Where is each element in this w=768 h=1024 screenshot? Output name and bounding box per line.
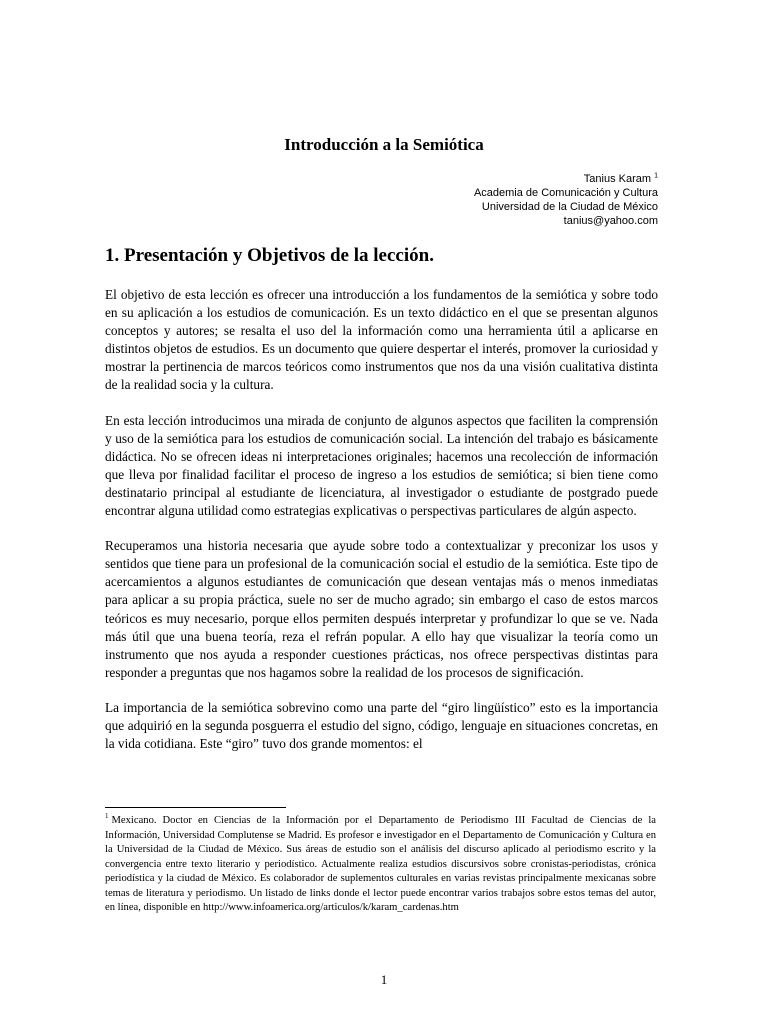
paragraph: Recuperamos una historia necesaria que ayude sobre todo a contextualizar y preconizar los usos y sentidos que tiene para un profesional de la comunicación social el estudio de la semiótica. Este tipo de acercamientos a algunos estudiantes de comunicación que desean ventajas más o menos inmediatas para aplicar a su propia práctica, suele no ser de mucho agrado; sin embargo el caso de estos marcos teóricos es muy necesario, porque ellos permiten después interpretar y profundizar lo que se ve. Nada más útil que una buena teoría, reza el refrán popular. A ello hay que visualizar la teoría como un instrumento que nos ayuda a responder cuestiones prácticas, nos ofrece perspectivas distintas para responder a preguntas que nos hagamos sobre la realidad de los procesos de significación. — [105, 538, 658, 680]
paragraph: La importancia de la semiótica sobrevino como una parte del “giro lingüístico” esto es la importancia que adquirió en la segunda posguerra el estudio del signo, código, lenguaje en situaciones concretas, en la vida cotidiana. Este “giro” tuvo dos grande momentos: el — [105, 699, 658, 752]
footnote-text: Mexicano. Doctor en Ciencias de la Información por el Departamento de Periodismo III Facultad de Ciencias de la Información, Universidad Complutense se Madrid. Es profesor e investigador en el Departamento de Comunicación y Cultura en la Universidad de la Ciudad de México. Sus áreas de estudio son el análisis del discurso aplicado al periodismo escrito y la convergencia entre texto literario y periodístico. Actualmente realiza estudios discursivos sobre cronistas-periodistas, crónica periodística y la ciudad de México. Es colaborador de suplementos culturales en varias revistas principalmente mexicanas sobre temas de literatura y periodismo. Un listado de links donde el lector puede encontrar varios trabajos sobre estos temas del autor, en línea, disponible en http://www.infoamerica.org/articulos/k/karam_cardenas.htm — [105, 815, 656, 913]
author-line — [258, 172, 658, 186]
paragraph: En esta lección introducimos una mirada de conjunto de algunos aspectos que faciliten la comprensión y uso de la semiótica para los estudios de comunicación social. La intención del trabajo es básicamente didáctica. No se ofrecen ideas ni interpretaciones originales; hacemos una recolección de información que lleva por finalidad facilitar el proceso de ingreso a los estudios de semiótica; si bien tiene como destinatario principal al estudiante de licenciatura, al investigador o estudiante de postgrado puede encontrar alguna utilidad como estrategias explicativas o perspectivas particulares de algún aspecto. — [105, 412, 658, 519]
page-number: 1 — [380, 972, 388, 987]
footnote-reference: 1 — [654, 172, 658, 180]
author-block — [258, 172, 658, 228]
section-heading: 1. Presentación y Objetivos de la lección. — [105, 245, 434, 266]
footnote-mark: 1 — [105, 812, 109, 821]
footnote — [105, 814, 656, 916]
author-affiliation: Academia de Comunicación y Cultura — [473, 187, 658, 199]
author-name: Tanius Karam — [583, 173, 652, 185]
footnote-divider — [105, 807, 286, 808]
paragraph: El objetivo de esta lección es ofrecer una introducción a los fundamentos de la semiótica y sobre todo en su aplicación a los estudios de comunicación. Es un texto didáctico en el que se presentan algunos conceptos y autores; se resalta el uso del la información como una herramienta útil a aplicarse en distintos objetos de estudios. Es un documento que quiere despertar el interés, promover la curiosidad y mostrar la pertinencia de marcos teóricos como instrumentos que nos da una visión cualitativa distinta de la realidad socia y la cultura. — [105, 287, 658, 393]
author-institution: Universidad de la Ciudad de México — [481, 201, 658, 213]
author-email: tanius@yahoo.com — [563, 215, 658, 227]
document-title: Introducción a la Semiótica — [284, 135, 484, 154]
body-text — [105, 286, 658, 770]
